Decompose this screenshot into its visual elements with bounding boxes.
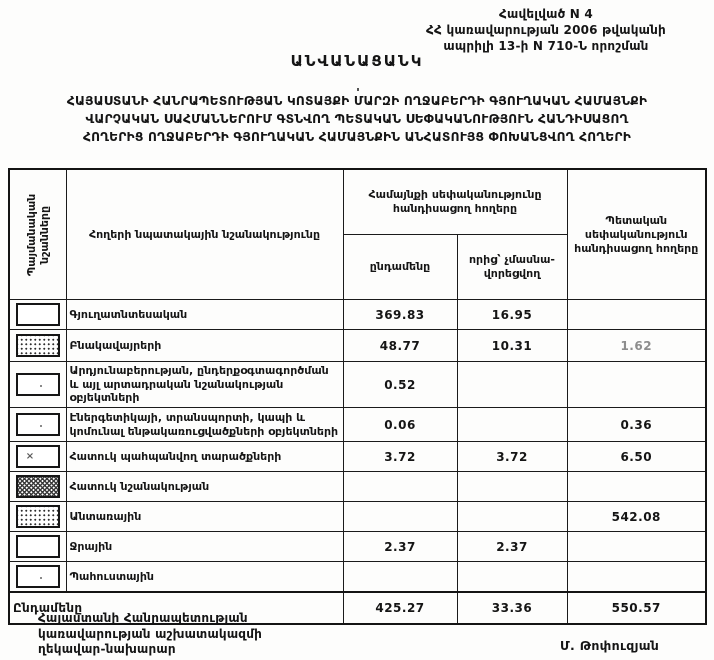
land-category-label: Պահուստային (66, 562, 343, 593)
signatory-title-line: կառավարության աշխատակազմի (38, 626, 263, 641)
signatory-title-line: Հայաստանի Հանրապետության (38, 611, 248, 625)
table-row (9, 300, 706, 330)
non-privatizable-value: 10.31 (457, 330, 567, 362)
non-privatizable-value (457, 408, 567, 442)
legend-swatch-icon (16, 505, 60, 528)
appendix-line: ՀՀ կառավարության 2006 թվականի (426, 23, 666, 37)
table-row (9, 562, 706, 593)
non-privatizable-value (457, 362, 567, 408)
community-total-value: 369.83 (343, 300, 457, 330)
legend-swatch-icon (16, 303, 60, 326)
state-property-value (567, 362, 706, 408)
legend-swatch-icon (16, 413, 60, 436)
land-category-label: Գյուղատնտեսական (66, 300, 343, 330)
non-privatizable-value: 16.95 (457, 300, 567, 330)
land-category-label: Հատուկ նշանակության (66, 472, 343, 502)
legend-swatch-icon (16, 334, 60, 357)
state-property-value: 6.50 (567, 442, 706, 472)
total-community-value: 425.27 (343, 592, 457, 624)
community-total-value: 0.52 (343, 362, 457, 408)
state-property-value: 542.08 (567, 502, 706, 532)
scan-artifact (357, 88, 359, 91)
table-row (9, 472, 706, 502)
land-category-label: Անտառային (66, 502, 343, 532)
page-title: ԱՆՎԱՆԱՑԱՆԿ (290, 52, 424, 70)
signatory-title-line: ղեկավար-նախարար (38, 642, 176, 656)
land-category-label: Էներգետիկայի, տրանսպորտի, կապի և կոմունալ ենթակառուցվածքների օբյեկտների (66, 408, 343, 442)
table-row (9, 330, 706, 362)
header-non-privatizable: որից՝ չմասնա- վորեցվող (457, 235, 567, 300)
subtitle-line: ՎԱՐՉԱԿԱՆ ՍԱՀՄԱՆՆԵՐՈՒՄ ԳՏՆՎՈՂ ՊԵՏԱԿԱՆ ՍԵՓԱԿԱՆՈՒԹՅՈՒՆ ՀԱՆԴԻՍԱՑՈՂ (85, 112, 629, 126)
appendix-line: Հավելված N 4 (499, 7, 593, 21)
non-privatizable-value: 3.72 (457, 442, 567, 472)
signatory-name: Մ. Թոփուզյան (560, 638, 660, 653)
community-total-value (343, 502, 457, 532)
state-property-value (567, 562, 706, 593)
legend-swatch-icon (16, 475, 60, 498)
non-privatizable-value (457, 472, 567, 502)
subtitle-line: ՀՈՂԵՐԻՑ ՈՂՋԱԲԵՐԴԻ ԳՅՈՒՂԱԿԱՆ ՀԱՄԱՅՆՔԻՆ ԱՆՀԱՏՈՒՅՑ ՓՈԽԱՆՑՎՈՂ ՀՈՂԵՐԻ (82, 130, 632, 144)
signatory-title-block (38, 611, 262, 658)
table-row (9, 442, 706, 472)
state-property-value (567, 472, 706, 502)
legend-swatch-icon (16, 565, 60, 588)
header-community-group: Համայնքի սեփականությունը հանդիսացող հողերը (343, 169, 567, 235)
table-row (9, 362, 706, 408)
total-label: Ընդամենը (9, 592, 343, 624)
header-community-total: ընդամենը (343, 235, 457, 300)
land-category-label: Ջրային (66, 532, 343, 562)
community-total-value: 48.77 (343, 330, 457, 362)
header-symbols-label: Պայմանական նշանները (24, 193, 51, 276)
state-property-value (567, 532, 706, 562)
land-category-label: Բնակավայրերի (66, 330, 343, 362)
state-property-value (567, 300, 706, 330)
non-privatizable-value (457, 562, 567, 593)
legend-swatch-icon (16, 445, 60, 468)
community-total-value: 0.06 (343, 408, 457, 442)
land-category-label: Արդյունաբերության, ընդերքօգտագործման և այլ արտադրական նշանակության օբյեկտների (66, 362, 343, 408)
community-total-value (343, 472, 457, 502)
community-total-value: 2.37 (343, 532, 457, 562)
total-non-privatizable-value: 33.36 (457, 592, 567, 624)
legend-swatch-icon (16, 535, 60, 558)
header-symbols (9, 169, 66, 300)
table-row (9, 502, 706, 532)
appendix-line: ապրիլի 13-ի N 710-Ն որոշման (443, 39, 649, 53)
subtitle-line: ՀԱՅԱՍՏԱՆԻ ՀԱՆՐԱՊԵՏՈՒԹՅԱՆ ԿՈՏԱՅՔԻ ՄԱՐԶԻ ՈՂՋԱԲԵՐԴԻ ԳՅՈՒՂԱԿԱՆ ՀԱՄԱՅՆՔԻ (66, 94, 648, 108)
non-privatizable-value (457, 502, 567, 532)
appendix-reference (386, 6, 706, 54)
non-privatizable-value: 2.37 (457, 532, 567, 562)
header-state-property: Պետական սեփականություն հանդիսացող հողերը (567, 169, 706, 300)
table-row (9, 532, 706, 562)
community-total-value (343, 562, 457, 593)
document-subtitle (6, 92, 708, 146)
total-state-property-value: 550.57 (567, 592, 706, 624)
state-property-value: 1.62 (567, 330, 706, 362)
community-total-value: 3.72 (343, 442, 457, 472)
table-row (9, 408, 706, 442)
legend-swatch-icon (16, 373, 60, 396)
state-property-value: 0.36 (567, 408, 706, 442)
land-category-label: Հատուկ պահպանվող տարածքների (66, 442, 343, 472)
land-transfer-table (8, 168, 707, 625)
header-purpose: Հողերի նպատակային նշանակությունը (66, 169, 343, 300)
